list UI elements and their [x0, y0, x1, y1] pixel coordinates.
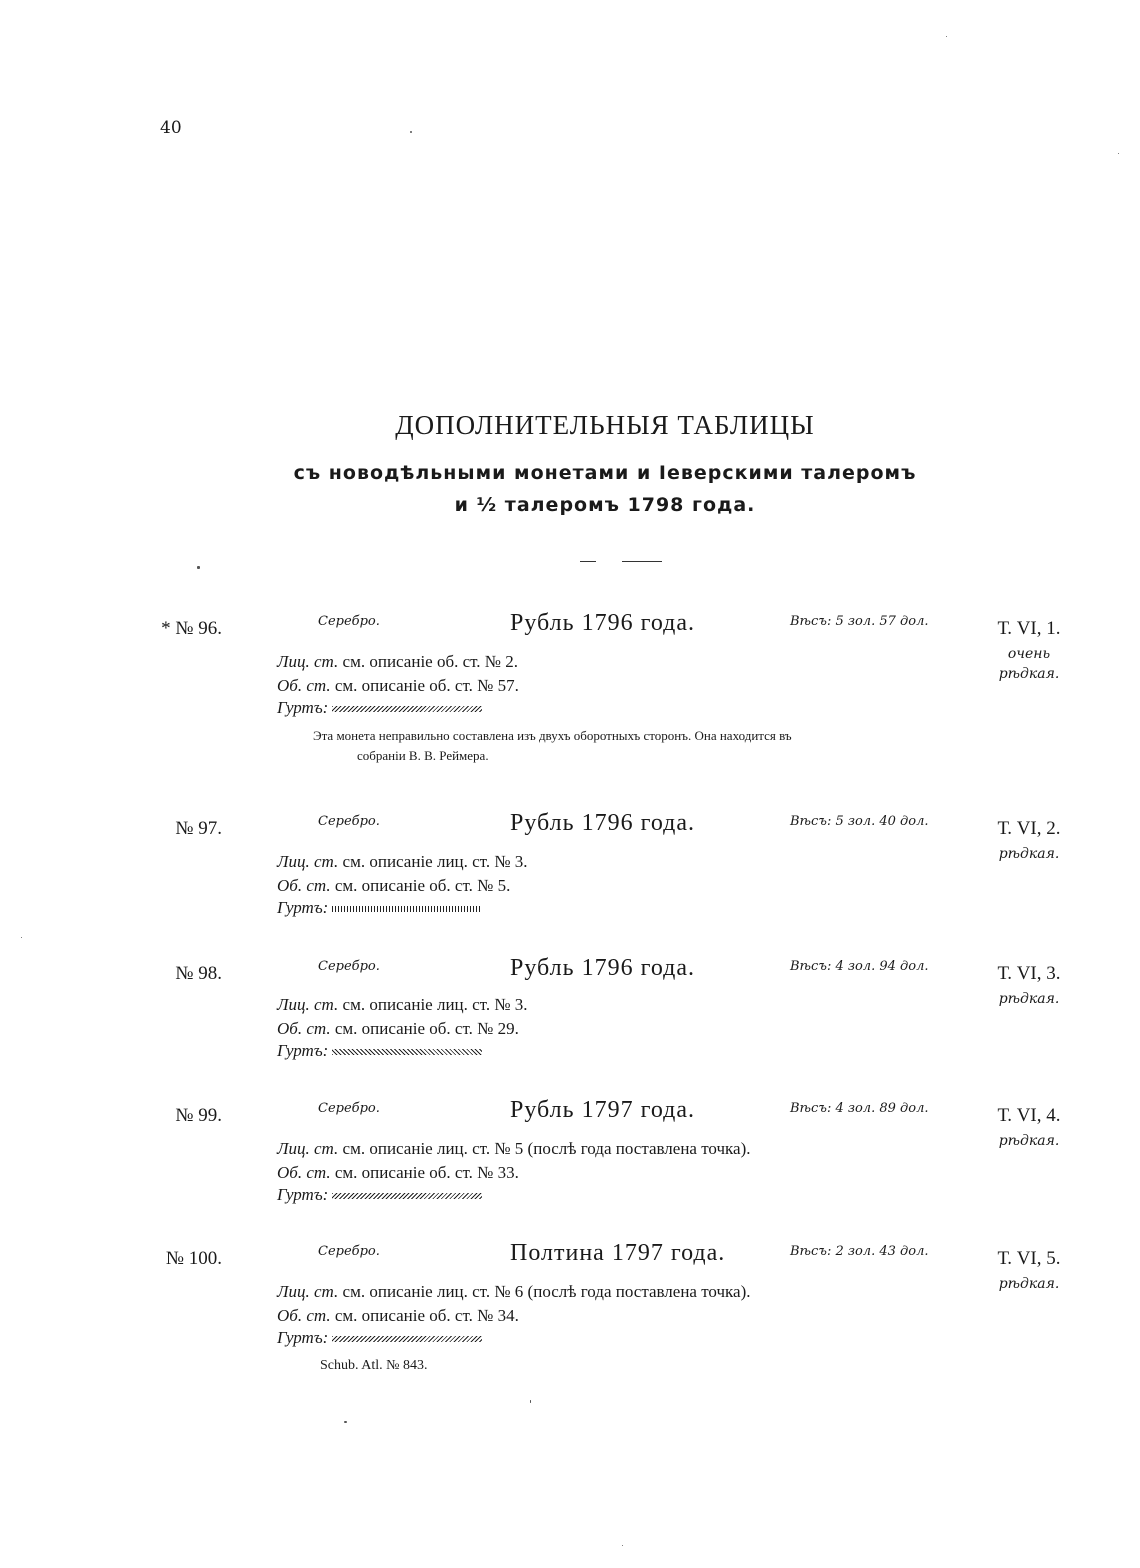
edge-pattern-graphic: [332, 906, 482, 912]
entry-number: № 97.: [175, 818, 222, 839]
edge-label: Гуртъ:: [277, 898, 329, 917]
metal-label: Серебро.: [318, 1101, 380, 1116]
reverse-label: Об. ст.: [277, 1163, 331, 1182]
subtitle-line-1: съ новодѣльными монетами и Іеверскими талеромъ: [293, 462, 917, 484]
obverse-line: [277, 1139, 751, 1159]
literature-reference: Schub. Atl. № 843.: [320, 1358, 428, 1373]
edge-pattern-graphic: [332, 1193, 482, 1199]
rarity-label: рѣдкая.: [998, 846, 1060, 862]
scan-speck: [197, 566, 200, 569]
rarity-label: рѣдкая.: [998, 1276, 1060, 1292]
edge-pattern-graphic: [332, 1049, 482, 1055]
obverse-text: см. описаніе лиц. ст. № 3.: [342, 995, 528, 1014]
edge-line: [277, 698, 482, 718]
reverse-label: Об. ст.: [277, 1019, 331, 1038]
weight-label: Вѣсъ: 5 зол. 57 дол.: [790, 614, 929, 629]
obverse-text: см. описаніе лиц. ст. № 5 (послѣ года поставлена точка).: [342, 1139, 751, 1158]
scan-speck: [344, 1421, 347, 1423]
reverse-line: [277, 1163, 519, 1183]
scan-speck: [530, 1400, 531, 1403]
reverse-line: [277, 676, 519, 696]
metal-label: Серебро.: [318, 959, 380, 974]
coin-title: Рубль 1796 года.: [510, 810, 695, 836]
edge-line: [277, 898, 482, 918]
weight-label: Вѣсъ: 4 зол. 89 дол.: [790, 1101, 929, 1116]
scan-speck: [1118, 153, 1119, 154]
obverse-line: [277, 995, 528, 1015]
obverse-label: Лиц. ст.: [277, 852, 339, 871]
subtitle-line-2: и ½ талеромъ 1798 года.: [454, 494, 756, 516]
edge-label: Гуртъ:: [277, 698, 329, 717]
note: [313, 726, 953, 766]
rarity-label: рѣдкая.: [998, 1133, 1060, 1149]
obverse-line: [277, 652, 518, 672]
entry-number: № 100.: [165, 1248, 222, 1269]
rarity-label: очень рѣдкая.: [998, 646, 1060, 682]
plate-reference: Т. VI, 3.: [997, 963, 1061, 984]
note-line-2: собраніи В. В. Реймера.: [357, 748, 489, 763]
obverse-line: [277, 852, 528, 872]
reverse-text: см. описаніе об. ст. № 34.: [334, 1306, 519, 1325]
entry-number: № 99.: [175, 1105, 222, 1126]
page-title: ДОПОЛНИТЕЛЬНЫЯ ТАБЛИЦЫ: [395, 410, 815, 440]
metal-label: Серебро.: [318, 814, 380, 829]
coin-title: Полтина 1797 года.: [510, 1240, 726, 1266]
edge-label: Гуртъ:: [277, 1041, 329, 1060]
obverse-line: [277, 1282, 751, 1302]
edge-line: [277, 1328, 482, 1348]
coin-title: Рубль 1797 года.: [510, 1097, 695, 1123]
rarity-label: рѣдкая.: [998, 991, 1060, 1007]
edge-label: Гуртъ:: [277, 1328, 329, 1347]
reverse-text: см. описаніе об. ст. № 29.: [334, 1019, 519, 1038]
reverse-line: [277, 1019, 519, 1039]
weight-label: Вѣсъ: 2 зол. 43 дол.: [790, 1244, 929, 1259]
edge-pattern-graphic: [332, 706, 482, 712]
scan-speck: [21, 937, 22, 938]
reverse-line: [277, 1306, 519, 1326]
weight-label: Вѣсъ: 4 зол. 94 дол.: [790, 959, 929, 974]
coin-title: Рубль 1796 года.: [510, 610, 695, 636]
scan-speck: [622, 1545, 623, 1546]
reverse-text: см. описаніе об. ст. № 57.: [334, 676, 519, 695]
obverse-text: см. описаніе об. ст. № 2.: [342, 652, 519, 671]
weight-label: Вѣсъ: 5 зол. 40 дол.: [790, 814, 929, 829]
obverse-label: Лиц. ст.: [277, 1282, 339, 1301]
reverse-line: [277, 876, 510, 896]
obverse-label: Лиц. ст.: [277, 1139, 339, 1158]
edge-label: Гуртъ:: [277, 1185, 329, 1204]
plate-reference: Т. VI, 5.: [997, 1248, 1061, 1269]
reverse-text: см. описаніе об. ст. № 33.: [334, 1163, 519, 1182]
metal-label: Серебро.: [318, 614, 380, 629]
note-line-1: Эта монета неправильно составлена изъ двухъ оборотныхъ сторонъ. Она находится въ: [313, 728, 792, 743]
scan-speck: [946, 36, 947, 37]
edge-pattern-graphic: [332, 1336, 482, 1342]
coin-title: Рубль 1796 года.: [510, 955, 695, 981]
obverse-label: Лиц. ст.: [277, 995, 339, 1014]
entry-number: * № 96.: [161, 618, 222, 639]
metal-label: Серебро.: [318, 1244, 380, 1259]
edge-line: [277, 1185, 482, 1205]
obverse-text: см. описаніе лиц. ст. № 6 (послѣ года поставлена точка).: [342, 1282, 751, 1301]
reverse-label: Об. ст.: [277, 876, 331, 895]
reverse-label: Об. ст.: [277, 676, 331, 695]
page-number: 40: [160, 118, 182, 138]
obverse-label: Лиц. ст.: [277, 652, 339, 671]
reverse-label: Об. ст.: [277, 1306, 331, 1325]
edge-line: [277, 1041, 482, 1061]
plate-reference: Т. VI, 4.: [997, 1105, 1061, 1126]
reverse-text: см. описаніе об. ст. № 5.: [334, 876, 511, 895]
obverse-text: см. описаніе лиц. ст. № 3.: [342, 852, 528, 871]
plate-reference: Т. VI, 2.: [997, 818, 1061, 839]
scan-speck: [410, 131, 412, 133]
plate-reference: Т. VI, 1.: [997, 618, 1061, 639]
entry-number: № 98.: [175, 963, 222, 984]
